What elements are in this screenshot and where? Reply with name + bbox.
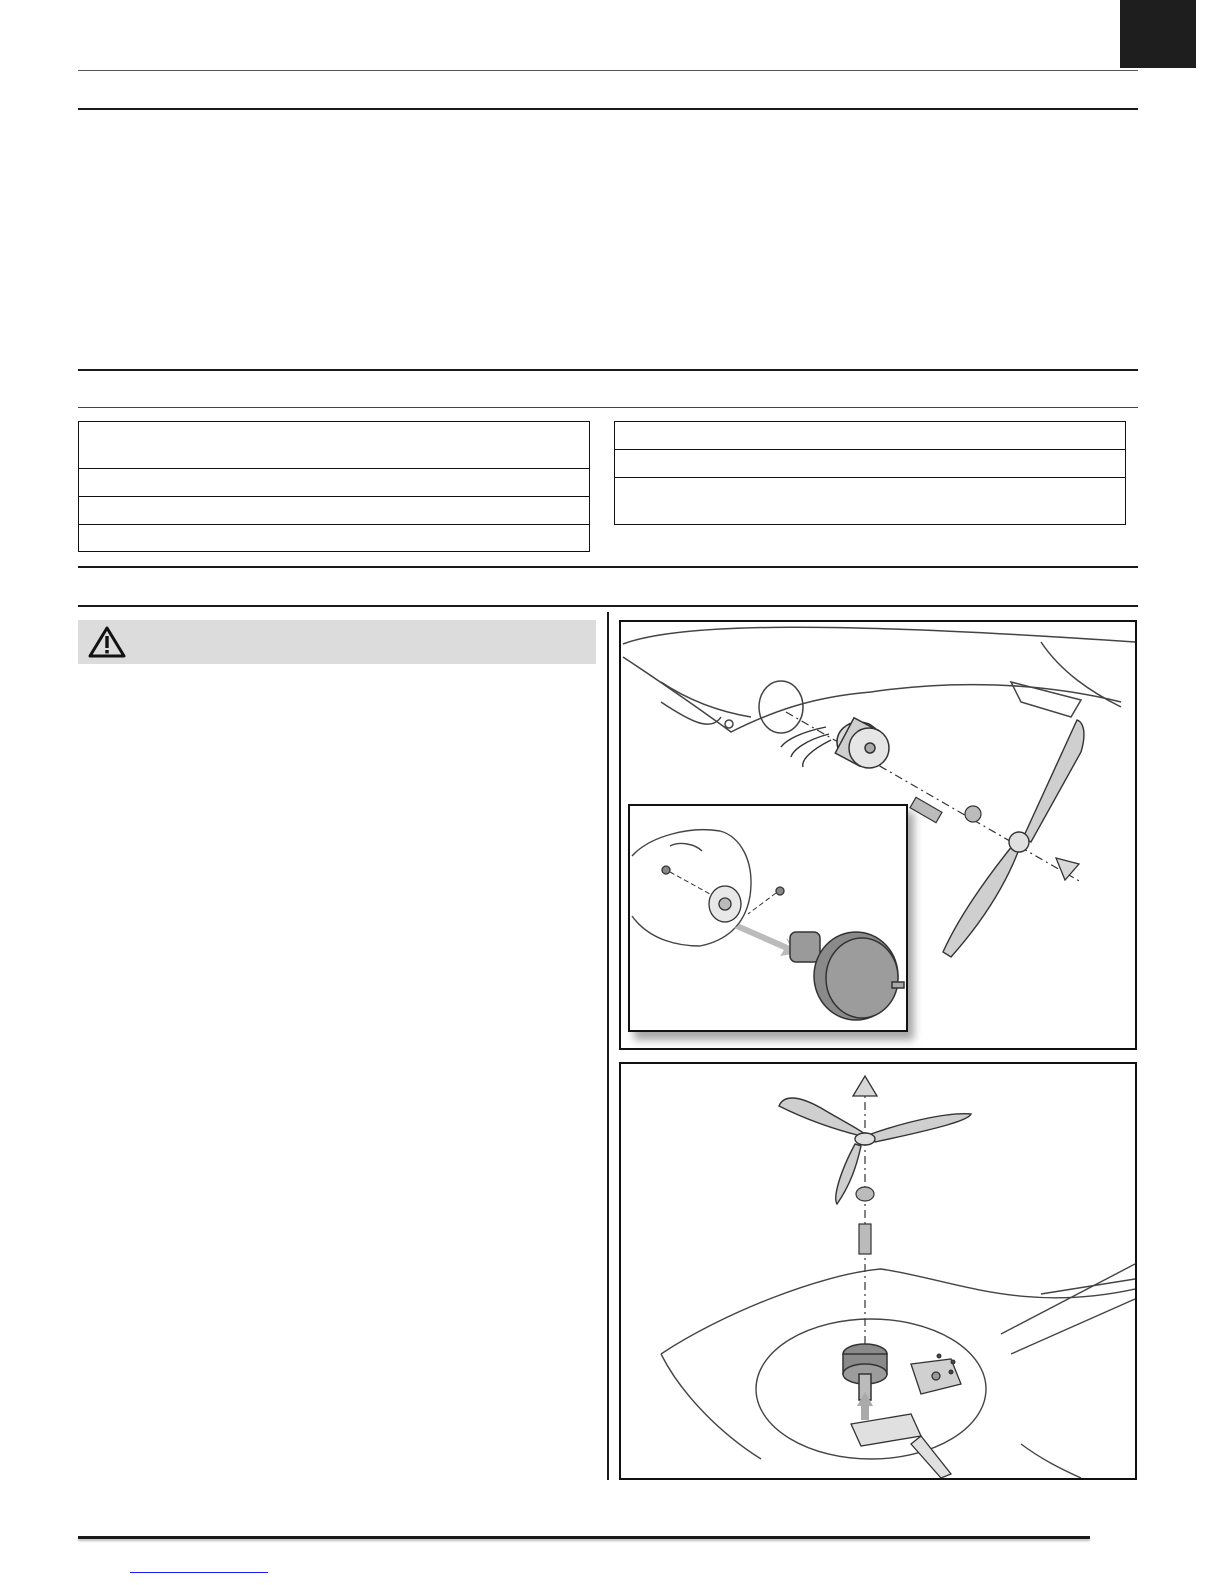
footer-link-underline[interactable] <box>130 1572 268 1573</box>
table-row <box>615 422 1125 450</box>
warning-banner <box>78 620 596 664</box>
header-rule-thick <box>78 108 1138 110</box>
table-row <box>79 525 589 551</box>
section-rule-1 <box>78 369 1138 371</box>
section-rule-4 <box>78 605 1138 607</box>
motor-mount-detail-illustration <box>630 806 906 1030</box>
table-row <box>79 469 589 497</box>
table-row <box>615 478 1125 524</box>
section-tab <box>1120 0 1196 68</box>
column-divider <box>607 612 609 1480</box>
header-rule-thin <box>78 70 1138 71</box>
motor-mount-detail-inset <box>628 804 908 1032</box>
right-spec-table <box>614 421 1126 525</box>
warning-triangle-icon <box>88 626 126 658</box>
table-row <box>79 497 589 525</box>
table-row <box>79 422 589 469</box>
figure-bottom-panel <box>619 1062 1137 1480</box>
tail-motor-install-illustration <box>621 1064 1135 1478</box>
footer-rule <box>78 1536 1090 1539</box>
left-spec-table <box>78 421 590 552</box>
section-rule-2 <box>78 407 1138 408</box>
section-rule-3 <box>78 566 1138 568</box>
table-row <box>615 450 1125 478</box>
